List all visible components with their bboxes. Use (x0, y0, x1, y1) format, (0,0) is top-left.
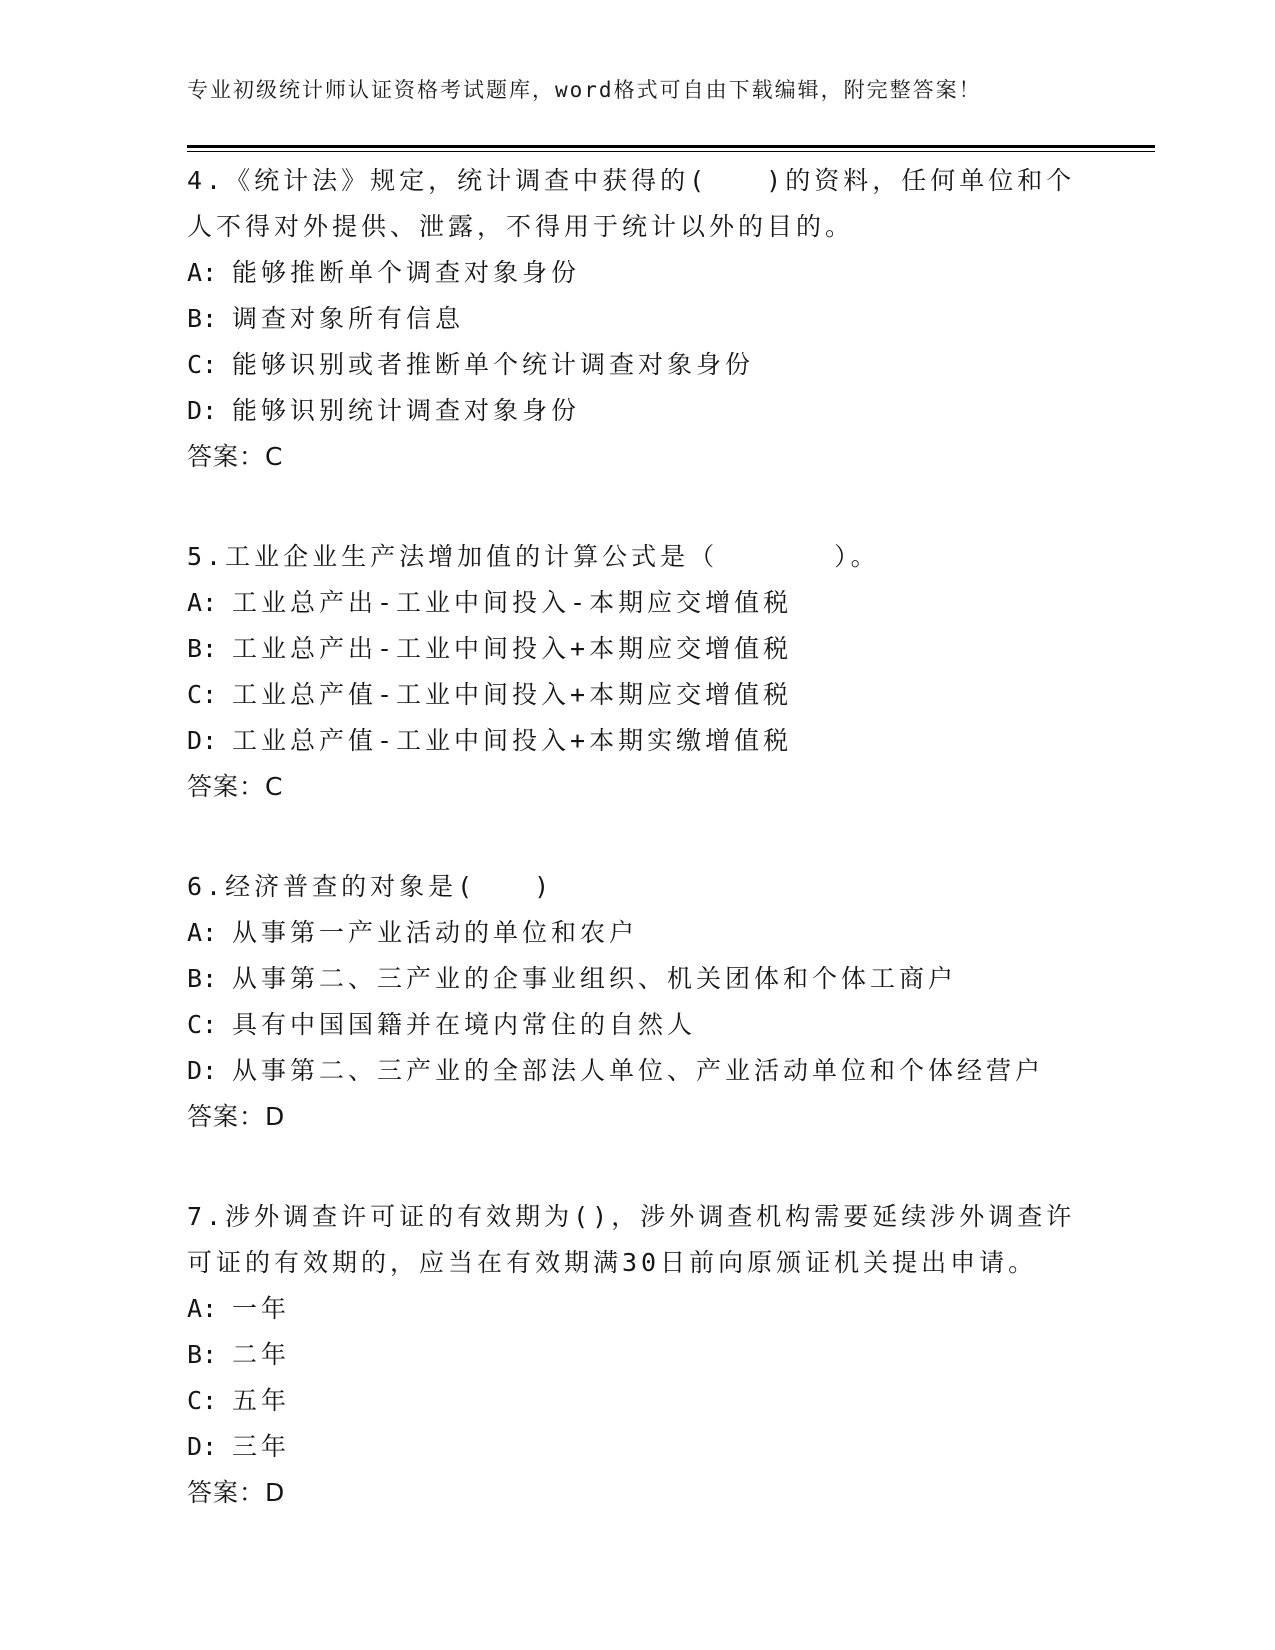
question-7 (187, 1194, 1087, 1516)
option-text: 三年 (232, 1432, 291, 1461)
question-6 (187, 864, 1087, 1140)
option-c (187, 672, 1087, 718)
question-4 (187, 158, 1087, 480)
option-text: 工业总产值-工业中间投入+本期实缴增值税 (232, 726, 793, 755)
answer-line: 答案：C (187, 442, 284, 471)
option-text: 能够识别统计调查对象身份 (232, 396, 581, 425)
option-a (187, 580, 1087, 626)
option-letter: D: (187, 1432, 218, 1461)
option-letter: C: (187, 1386, 218, 1415)
option-text: 调查对象所有信息 (232, 304, 465, 333)
option-letter: A: (187, 588, 218, 617)
option-text: 具有中国国籍并在境内常住的自然人 (232, 1010, 697, 1039)
option-text: 工业总产值-工业中间投入+本期应交增值税 (232, 680, 793, 709)
option-a (187, 1286, 1087, 1332)
option-text: 工业总产出-工业中间投入+本期应交增值税 (232, 634, 793, 663)
option-letter: A: (187, 918, 218, 947)
question-stem-line: 6.经济普查的对象是( ) (187, 872, 554, 901)
option-text: 二年 (232, 1340, 291, 1369)
option-text: 能够推断单个调查对象身份 (232, 258, 581, 287)
option-letter: D: (187, 726, 218, 755)
option-d (187, 388, 1087, 434)
header-divider-thick (187, 145, 1155, 148)
option-letter: A: (187, 1294, 218, 1323)
option-letter: D: (187, 1056, 218, 1085)
page-header: 专业初级统计师认证资格考试题库，word格式可自由下载编辑，附完整答案！ (187, 78, 982, 102)
option-c (187, 342, 1087, 388)
option-text: 一年 (232, 1294, 291, 1323)
question-stem-line: 5.工业企业生产法增加值的计算公式是（ ）。 (187, 542, 880, 571)
option-d (187, 1424, 1087, 1470)
option-c (187, 1002, 1087, 1048)
option-b (187, 296, 1087, 342)
option-letter: C: (187, 350, 218, 379)
option-d (187, 718, 1087, 764)
option-text: 从事第一产业活动的单位和农户 (232, 918, 639, 947)
header-divider-thin (187, 151, 1155, 152)
option-letter: B: (187, 1340, 218, 1369)
option-text: 工业总产出-工业中间投入-本期应交增值税 (232, 588, 793, 617)
question-stem-line: 可证的有效期的，应当在有效期满30日前向原颁证机关提出申请。 (187, 1248, 1038, 1277)
option-letter: A: (187, 258, 218, 287)
option-b (187, 956, 1087, 1002)
option-text: 五年 (232, 1386, 291, 1415)
option-b (187, 1332, 1087, 1378)
option-d (187, 1048, 1087, 1094)
answer-line: 答案：D (187, 1478, 286, 1507)
option-c (187, 1378, 1087, 1424)
option-text: 从事第二、三产业的全部法人单位、产业活动单位和个体经营户 (232, 1056, 1045, 1085)
option-a (187, 250, 1087, 296)
option-letter: D: (187, 396, 218, 425)
option-b (187, 626, 1087, 672)
option-a (187, 910, 1087, 956)
option-letter: C: (187, 680, 218, 709)
option-text: 能够识别或者推断单个统计调查对象身份 (232, 350, 755, 379)
option-text: 从事第二、三产业的企事业组织、机关团体和个体工商户 (232, 964, 958, 993)
question-list (187, 158, 1087, 1570)
answer-line: 答案：D (187, 1102, 286, 1131)
answer-line: 答案：C (187, 772, 284, 801)
question-stem-line: 7.涉外调查许可证的有效期为()，涉外调查机构需要延续涉外调查许 (187, 1202, 1076, 1231)
option-letter: B: (187, 634, 218, 663)
option-letter: C: (187, 1010, 218, 1039)
option-letter: B: (187, 304, 218, 333)
question-stem-line: 4.《统计法》规定，统计调查中获得的( )的资料，任何单位和个 (187, 166, 1076, 195)
question-stem-line: 人不得对外提供、泄露，不得用于统计以外的目的。 (187, 212, 855, 241)
option-letter: B: (187, 964, 218, 993)
question-5 (187, 534, 1087, 810)
